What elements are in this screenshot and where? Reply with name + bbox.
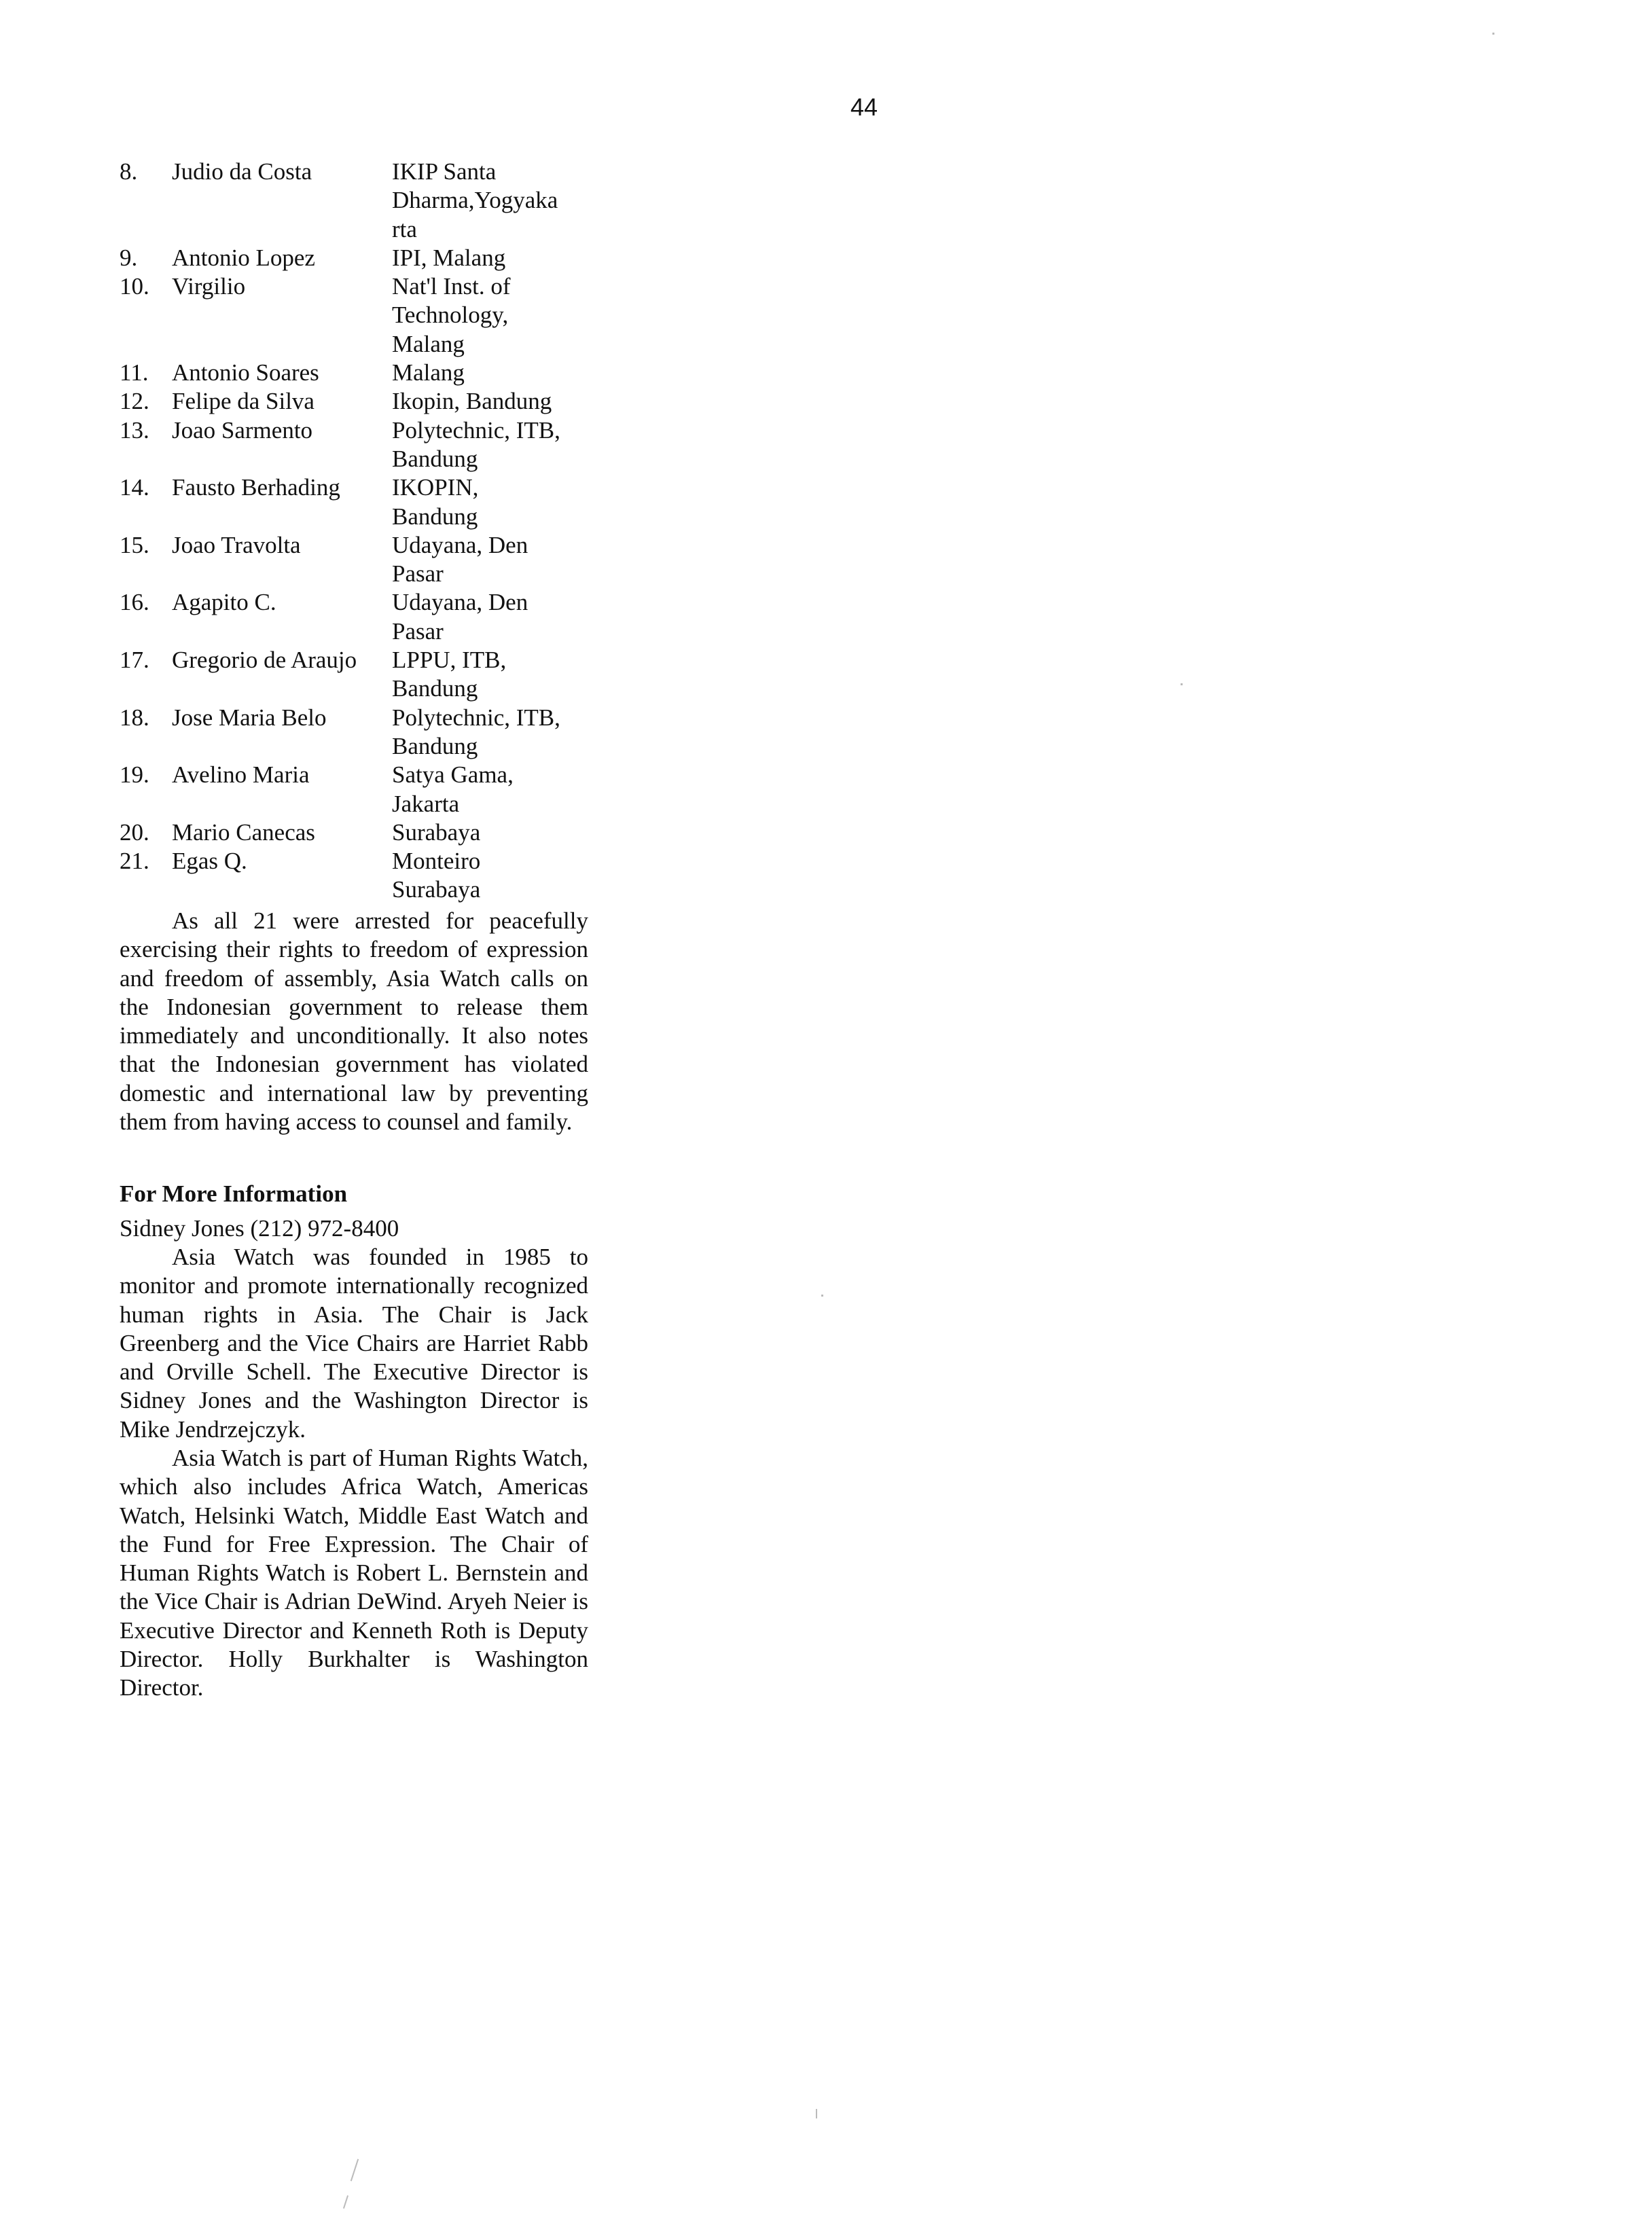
more-info-heading: For More Information <box>120 1180 348 1207</box>
scan-speck <box>343 2195 348 2209</box>
detainee-row <box>120 646 609 704</box>
detainee-list <box>120 158 609 905</box>
detainee-institution: IKIP Santa Dharma,Yogyaka rta <box>392 158 558 242</box>
detainee-name: Egas Q. <box>172 848 247 875</box>
release-call-paragraph: As all 21 were arrested for peacefully exercising their rights to freedom of expression and freedom of assembly, Asia Watch calls on the Indonesian government to release them immediately and unconditionally. It also notes that the Indonesian government has violated domestic and international law by preventing them from having access to counsel and family. <box>120 907 588 1136</box>
detainee-name: Joao Sarmento <box>172 416 313 444</box>
detainee-institution: Monteiro Surabaya <box>392 848 481 903</box>
detainee-institution: Udayana, Den Pasar <box>392 589 528 645</box>
detainee-row <box>120 761 609 818</box>
detainee-number: 18. <box>120 704 149 731</box>
detainee-name: Judio da Costa <box>172 158 312 185</box>
detainee-row <box>120 387 609 416</box>
detainee-number: 11. <box>120 359 149 386</box>
detainee-name: Mario Canecas <box>172 818 315 846</box>
detainee-row <box>120 588 609 646</box>
detainee-row <box>120 818 609 847</box>
detainee-institution: Surabaya <box>392 818 481 846</box>
detainee-name: Jose Maria Belo <box>172 704 327 731</box>
detainee-number: 14. <box>120 474 149 501</box>
founded-paragraph: Asia Watch was founded in 1985 to monitor and promote internationally recognized human rights in Asia. The Chair is Jack Greenberg and the Vice Chairs are Harriet Rabb and Orville Schell. The Executive Director is Sidney Jones and the Washington Director is Mike Jendrzejczyk. <box>120 1244 588 1443</box>
scan-speck <box>1492 33 1494 35</box>
page-number: 44 <box>850 93 878 121</box>
detainee-number: 17. <box>120 647 149 674</box>
detainee-number: 15. <box>120 531 149 558</box>
detainee-number: 10. <box>120 273 149 300</box>
detainee-name: Gregorio de Araujo <box>172 647 357 674</box>
detainee-name: Felipe da Silva <box>172 388 315 415</box>
part-of-paragraph: Asia Watch is part of Human Rights Watch, which also includes Africa Watch, Americas Watch, Helsinki Watch, Middle East Watch and the Fund for Free Expression. The Chair of Human Rights Watch is Robert L. Bernstein and the Vice Chair is Adrian DeWind. Aryeh Neier is Executive Director and Kenneth Roth is Deputy Director. Holly Burkhalter is Washington Director. <box>120 1445 588 1701</box>
detainee-institution: Udayana, Den Pasar <box>392 531 528 588</box>
detainee-institution: IKOPIN, Bandung <box>392 474 479 530</box>
detainee-number: 19. <box>120 761 149 789</box>
detainee-name: Antonio Soares <box>172 359 319 386</box>
scan-speck <box>816 2109 817 2118</box>
detainee-name: Virgilio <box>172 273 246 300</box>
detainee-institution: Nat'l Inst. of Technology, Malang <box>392 273 511 357</box>
scan-speck <box>351 2159 359 2182</box>
contact-line: Sidney Jones (212) 972-8400 <box>120 1215 399 1242</box>
detainee-number: 9. <box>120 244 138 271</box>
detainee-row <box>120 359 609 387</box>
detainee-name: Joao Travolta <box>172 531 301 558</box>
detainee-number: 13. <box>120 416 149 444</box>
detainee-institution: Polytechnic, ITB, Bandung <box>392 704 560 759</box>
detainee-institution: Satya Gama, Jakarta <box>392 761 514 817</box>
detainee-row <box>120 244 609 272</box>
detainee-number: 21. <box>120 848 149 875</box>
detainee-name: Antonio Lopez <box>172 244 315 271</box>
detainee-institution: LPPU, ITB, Bandung <box>392 647 507 702</box>
detainee-institution: Malang <box>392 359 465 386</box>
detainee-name: Avelino Maria <box>172 761 310 789</box>
detainee-row <box>120 531 609 589</box>
scan-speck <box>1181 683 1183 685</box>
scan-speck <box>821 1295 823 1297</box>
detainee-row <box>120 847 609 905</box>
detainee-row <box>120 158 609 244</box>
detainee-row <box>120 416 609 474</box>
detainee-institution: Polytechnic, ITB, Bandung <box>392 416 560 472</box>
detainee-number: 8. <box>120 158 138 185</box>
detainee-number: 20. <box>120 818 149 846</box>
detainee-row <box>120 473 609 531</box>
detainee-row <box>120 704 609 761</box>
detainee-name: Fausto Berhading <box>172 474 340 501</box>
detainee-number: 16. <box>120 589 149 616</box>
detainee-institution: IPI, Malang <box>392 244 506 271</box>
detainee-number: 12. <box>120 388 149 415</box>
detainee-name: Agapito C. <box>172 589 276 616</box>
detainee-institution: Ikopin, Bandung <box>392 388 552 415</box>
detainee-row <box>120 272 609 359</box>
